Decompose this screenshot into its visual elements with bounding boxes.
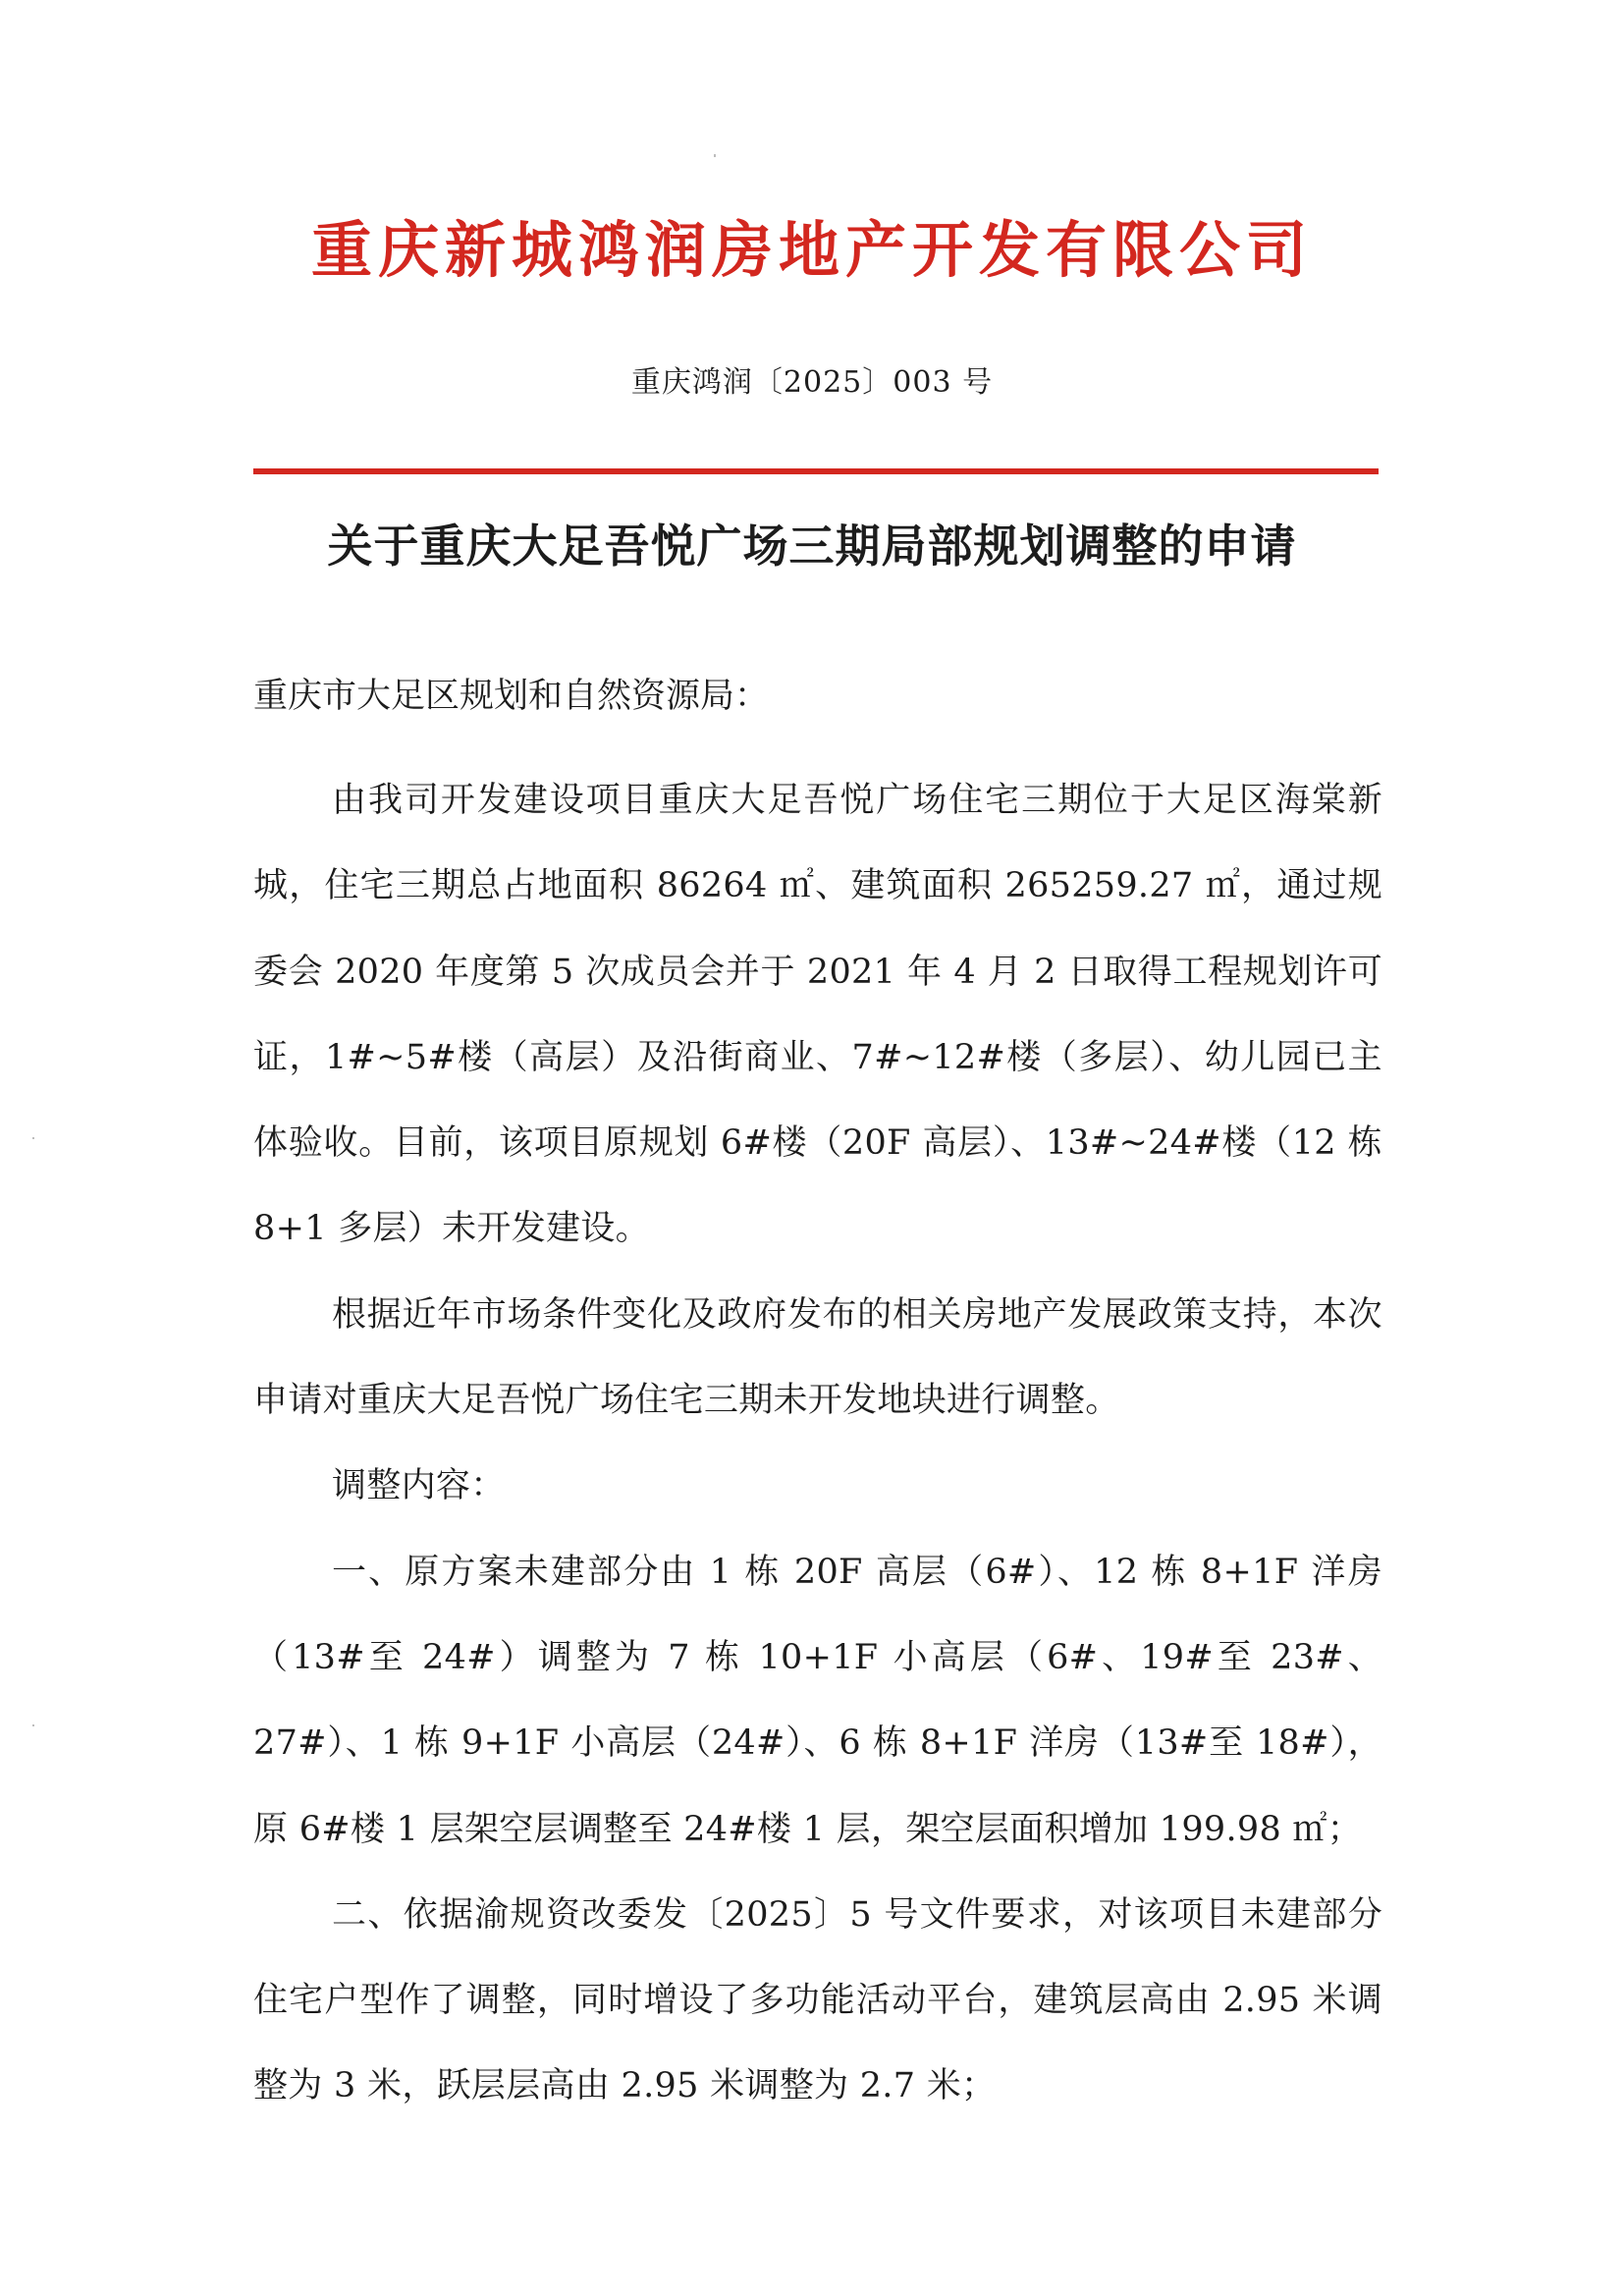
scan-speck: [32, 1724, 34, 1726]
company-name-heading: 重庆新城鸿润房地产开发有限公司: [310, 214, 1313, 286]
red-separator-line: [253, 468, 1379, 474]
addressee: 重庆市大足区规划和自然资源局：: [253, 677, 770, 716]
paragraph-adjustment-two: 二、依据渝规资改委发〔2025〕5 号文件要求，对该项目未建部分住宅户型作了调整，同时增设了多功能活动平台，建筑层高由 2.95 米调整为 3 米，跃层层高由 2.95 米调整为 2.7 米；: [253, 1894, 1382, 2106]
scan-speck: [32, 1137, 34, 1139]
scan-speck: [714, 154, 716, 157]
paragraph-project-background: 由我司开发建设项目重庆大足吾悦广场住宅三期位于大足区海棠新城，住宅三期总占地面积 86264 ㎡、建筑面积 265259.27 ㎡，通过规委会 2020 年度第 5 次成员会并于 2021 年 4 月 2 日取得工程规划许可证，1#~5#楼（高层）及沿街商业、7#~12#楼（多层）、幼儿园已主体验收。目前，该项目原规划 6#楼（20F 高层）、13#~24#楼（12 栋 8+1 多层）未开发建设。: [253, 781, 1382, 1249]
document-number: 重庆鸿润〔2025〕003 号: [630, 365, 994, 400]
document-title: 关于重庆大足吾悦广场三期局部规划调整的申请: [327, 519, 1297, 573]
paragraph-adjustment-one: 一、原方案未建部分由 1 栋 20F 高层（6#）、12 栋 8+1F 洋房（13#至 24#）调整为 7 栋 10+1F 小高层（6#、19#至 23#、27#）、1 栋 9+1F 小高层（24#）、6 栋 8+1F 洋房（13#至 18#），原 6#楼 1 层架空层调整至 24#楼 1 层，架空层面积增加 199.98 ㎡；: [253, 1552, 1382, 1849]
paragraph-reason: 根据近年市场条件变化及政府发布的相关房地产发展政策支持，本次申请对重庆大足吾悦广场住宅三期未开发地块进行调整。: [253, 1294, 1382, 1421]
body-text: [253, 758, 1382, 2130]
paragraph-adjustment-heading: 调整内容：: [332, 1466, 506, 1506]
